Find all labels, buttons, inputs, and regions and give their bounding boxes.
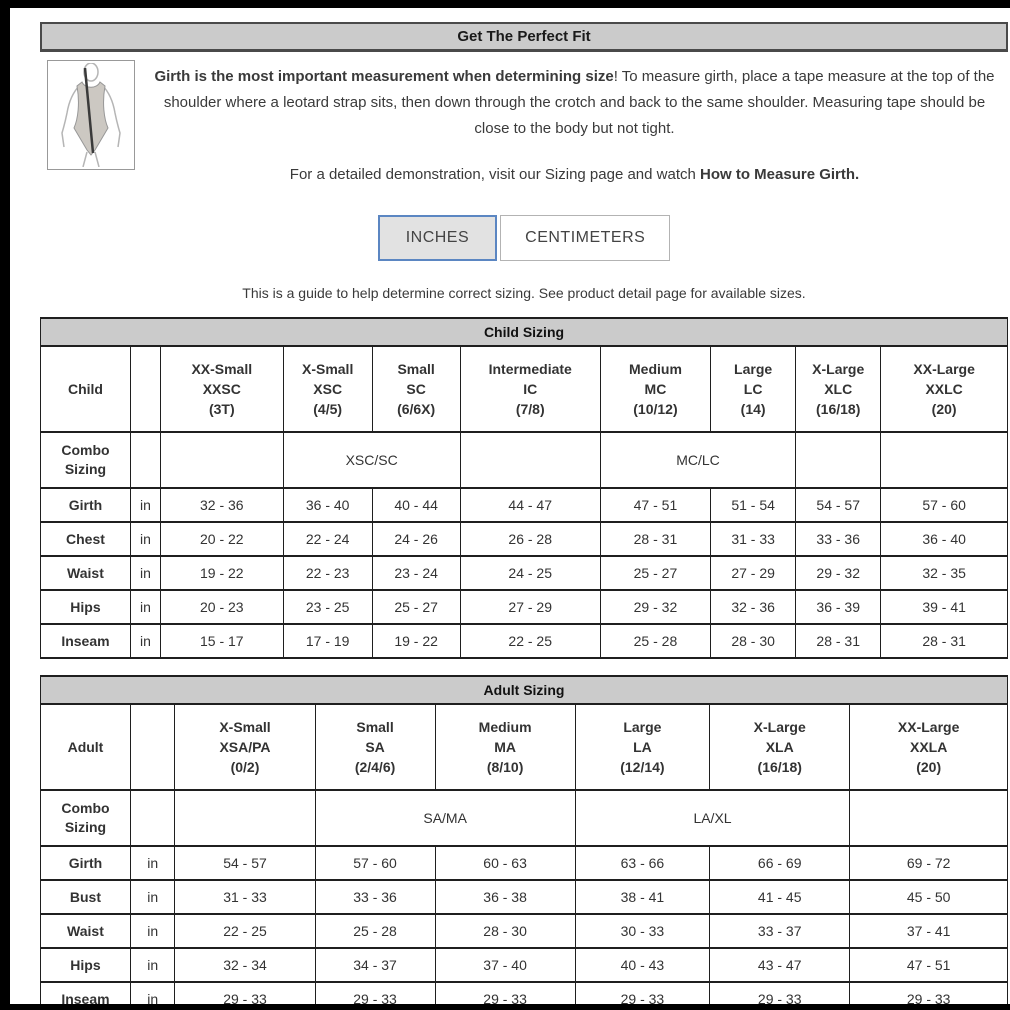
- size-code: XXSC: [202, 381, 241, 397]
- row-label: Inseam: [41, 982, 131, 1004]
- unit-cell: in: [130, 846, 174, 880]
- size-name: X-Large: [812, 361, 865, 377]
- sizing-guide-note: This is a guide to help determine correct sizing. See product detail page for available sizes.: [242, 285, 806, 301]
- size-cell: 41 - 45: [710, 880, 850, 914]
- size-cell: 36 - 39: [796, 590, 881, 624]
- size-range: (12/14): [620, 759, 665, 775]
- row-label: Inseam: [41, 624, 131, 658]
- size-cell: 36 - 40: [881, 522, 1008, 556]
- size-name: Small: [397, 361, 435, 377]
- size-cell: 47 - 51: [600, 488, 710, 522]
- column-header-xsc: [283, 346, 372, 432]
- size-cell: 22 - 25: [175, 914, 315, 948]
- unit-cell: in: [130, 624, 160, 658]
- empty-cell: [130, 790, 174, 846]
- empty-cell: [796, 432, 881, 488]
- column-header-sc: [372, 346, 460, 432]
- size-cell: 22 - 24: [283, 522, 372, 556]
- size-name: Large: [623, 719, 662, 735]
- size-cell: 28 - 30: [711, 624, 796, 658]
- content: [10, 8, 1010, 1004]
- size-cell: 60 - 63: [435, 846, 575, 880]
- size-cell: 40 - 43: [575, 948, 709, 982]
- size-range: (4/5): [313, 401, 343, 417]
- unit-header-cell: [130, 346, 160, 432]
- size-cell: 17 - 19: [283, 624, 372, 658]
- column-header-xxsc: [160, 346, 283, 432]
- size-code: XXLC: [925, 381, 963, 397]
- size-cell: 29 - 33: [175, 982, 315, 1004]
- fit-title-bar: Get The Perfect Fit: [40, 22, 1008, 52]
- adult-header-row: [41, 704, 1008, 790]
- size-cell: 32 - 36: [160, 488, 283, 522]
- centimeters-button[interactable]: CENTIMETERS: [500, 215, 670, 261]
- unit-cell: in: [130, 948, 174, 982]
- size-code: MA: [494, 739, 516, 755]
- size-range: (16/18): [816, 401, 861, 417]
- empty-cell: [175, 790, 315, 846]
- size-cell: 54 - 57: [175, 846, 315, 880]
- girth-instructions-bold: Girth is the most important measurement when determining size: [154, 68, 614, 85]
- size-cell: 36 - 38: [435, 880, 575, 914]
- column-header-la: [575, 704, 709, 790]
- combo-label: Combo Sizing: [41, 432, 131, 488]
- size-name: Intermediate: [488, 361, 572, 377]
- size-cell: 23 - 24: [372, 556, 460, 590]
- size-cell: 24 - 26: [372, 522, 460, 556]
- column-header-lc: [711, 346, 796, 432]
- unit-cell: in: [130, 522, 160, 556]
- size-cell: 33 - 37: [710, 914, 850, 948]
- size-code: XXLA: [909, 739, 948, 755]
- unit-header-cell: [130, 704, 174, 790]
- size-cell: 29 - 33: [315, 982, 435, 1004]
- column-header-xxlc: [881, 346, 1008, 432]
- row-label: Hips: [41, 590, 131, 624]
- size-cell: 69 - 72: [850, 846, 1008, 880]
- size-cell: 27 - 29: [711, 556, 796, 590]
- combo-label: Combo Sizing: [41, 790, 131, 846]
- size-range: (16/18): [757, 759, 802, 775]
- size-cell: 20 - 23: [160, 590, 283, 624]
- size-name: XX-Large: [913, 361, 975, 377]
- table-row-inseam: [41, 982, 1008, 1004]
- size-cell: 31 - 33: [175, 880, 315, 914]
- size-cell: 51 - 54: [711, 488, 796, 522]
- table-row-hips: [41, 948, 1008, 982]
- inches-button[interactable]: INCHES: [378, 215, 497, 261]
- size-range: (10/12): [633, 401, 678, 417]
- size-cell: 27 - 29: [460, 590, 600, 624]
- size-cell: 54 - 57: [796, 488, 881, 522]
- size-code: XSC: [313, 381, 343, 397]
- girth-instructions-rest: ! To measure girth, place a tape measure at the top of the shoulder where a leotard strap sits, then down through the crotch and back to the same shoulder. Measuring tape should be close to the body but not tight.: [163, 68, 995, 137]
- column-header-xsa: [175, 704, 315, 790]
- adult-sizing-table: [40, 675, 1008, 1004]
- size-cell: 45 - 50: [850, 880, 1008, 914]
- table-title-row: [41, 318, 1008, 346]
- size-code: LC: [743, 381, 763, 397]
- empty-cell: [130, 432, 160, 488]
- child-sizing-table: [40, 317, 1008, 659]
- size-cell: 25 - 27: [600, 556, 710, 590]
- size-cell: 29 - 33: [710, 982, 850, 1004]
- row-label: Girth: [41, 488, 131, 522]
- size-cell: 32 - 35: [881, 556, 1008, 590]
- empty-cell: [881, 432, 1008, 488]
- size-cell: 28 - 30: [435, 914, 575, 948]
- table-row-waist: [41, 914, 1008, 948]
- table-row-hips: [41, 590, 1008, 624]
- size-name: Medium: [478, 719, 532, 735]
- column-header-mc: [600, 346, 710, 432]
- size-range: (3T): [208, 401, 235, 417]
- size-name: XX-Large: [897, 719, 960, 735]
- size-name: Medium: [629, 361, 682, 377]
- size-range: (20): [916, 759, 942, 775]
- size-cell: 29 - 33: [435, 982, 575, 1004]
- size-cell: 20 - 22: [160, 522, 283, 556]
- size-cell: 39 - 41: [881, 590, 1008, 624]
- unit-cell: in: [130, 590, 160, 624]
- table-row-inseam: [41, 624, 1008, 658]
- intro-section: [40, 60, 1008, 183]
- size-code: SA: [365, 739, 385, 755]
- size-code: XLC: [824, 381, 853, 397]
- row-label: Waist: [41, 556, 131, 590]
- size-cell: 24 - 25: [460, 556, 600, 590]
- combo-span-cell: MC/LC: [600, 432, 795, 488]
- size-range: (6/6X): [397, 401, 436, 417]
- demo-line: [145, 166, 1004, 183]
- table-row-chest: [41, 522, 1008, 556]
- column-header-xlc: [796, 346, 881, 432]
- adult-corner-cell: Adult: [41, 704, 131, 790]
- size-range: (7/8): [515, 401, 545, 417]
- size-cell: 19 - 22: [160, 556, 283, 590]
- size-cell: 34 - 37: [315, 948, 435, 982]
- size-range: (0/2): [230, 759, 260, 775]
- size-cell: 25 - 28: [315, 914, 435, 948]
- table-row-waist: [41, 556, 1008, 590]
- size-cell: 33 - 36: [796, 522, 881, 556]
- size-cell: 26 - 28: [460, 522, 600, 556]
- size-range: (8/10): [486, 759, 524, 775]
- size-cell: 66 - 69: [710, 846, 850, 880]
- adult-table-title: Adult Sizing: [41, 676, 1008, 704]
- size-cell: 29 - 33: [575, 982, 709, 1004]
- size-cell: 44 - 47: [460, 488, 600, 522]
- size-code: IC: [523, 381, 538, 397]
- empty-cell: [460, 432, 600, 488]
- empty-cell: [160, 432, 283, 488]
- unit-cell: in: [130, 880, 174, 914]
- size-name: X-Small: [219, 719, 271, 735]
- size-cell: 47 - 51: [850, 948, 1008, 982]
- column-header-ic: [460, 346, 600, 432]
- unit-cell: in: [130, 914, 174, 948]
- page: [10, 8, 1010, 1004]
- size-code: SC: [406, 381, 426, 397]
- size-cell: 37 - 40: [435, 948, 575, 982]
- size-cell: 57 - 60: [315, 846, 435, 880]
- combo-span-cell: XSC/SC: [283, 432, 460, 488]
- row-label: Waist: [41, 914, 131, 948]
- size-cell: 36 - 40: [283, 488, 372, 522]
- child-corner-cell: Child: [41, 346, 131, 432]
- row-label: Hips: [41, 948, 131, 982]
- row-label: Bust: [41, 880, 131, 914]
- child-table-title: Child Sizing: [41, 318, 1008, 346]
- leotard-diagram-image: [47, 60, 135, 170]
- adult-combo-row: [41, 790, 1008, 846]
- size-name: XX-Small: [191, 361, 253, 377]
- size-cell: 22 - 25: [460, 624, 600, 658]
- unit-cell: in: [130, 488, 160, 522]
- size-cell: 28 - 31: [600, 522, 710, 556]
- table-row-bust: [41, 880, 1008, 914]
- size-cell: 28 - 31: [796, 624, 881, 658]
- size-name: X-Large: [753, 719, 806, 735]
- column-header-ma: [435, 704, 575, 790]
- size-cell: 29 - 32: [600, 590, 710, 624]
- table-row-girth: [41, 488, 1008, 522]
- unit-cell: in: [130, 982, 174, 1004]
- size-cell: 43 - 47: [710, 948, 850, 982]
- size-cell: 15 - 17: [160, 624, 283, 658]
- demo-bold: How to Measure Girth.: [700, 166, 860, 183]
- size-cell: 32 - 36: [711, 590, 796, 624]
- demo-prefix: For a detailed demonstration, visit our Sizing page and watch: [289, 166, 696, 183]
- size-cell: 25 - 27: [372, 590, 460, 624]
- size-cell: 32 - 34: [175, 948, 315, 982]
- combo-span-cell: SA/MA: [315, 790, 575, 846]
- child-header-row: [41, 346, 1008, 432]
- size-name: Large: [734, 361, 773, 377]
- size-cell: 29 - 32: [796, 556, 881, 590]
- size-cell: 63 - 66: [575, 846, 709, 880]
- unit-cell: in: [130, 556, 160, 590]
- size-cell: 38 - 41: [575, 880, 709, 914]
- girth-instructions: [145, 64, 1004, 142]
- row-label: Chest: [41, 522, 131, 556]
- size-cell: 40 - 44: [372, 488, 460, 522]
- row-label: Girth: [41, 846, 131, 880]
- unit-toggle: [40, 215, 1008, 261]
- size-code: MC: [644, 381, 667, 397]
- column-header-xla: [710, 704, 850, 790]
- size-cell: 23 - 25: [283, 590, 372, 624]
- size-name: Small: [356, 719, 394, 735]
- size-name: X-Small: [301, 361, 354, 377]
- size-range: (14): [740, 401, 766, 417]
- size-cell: 30 - 33: [575, 914, 709, 948]
- column-header-xxla: [850, 704, 1008, 790]
- size-cell: 22 - 23: [283, 556, 372, 590]
- size-cell: 25 - 28: [600, 624, 710, 658]
- empty-cell: [850, 790, 1008, 846]
- size-cell: 37 - 41: [850, 914, 1008, 948]
- column-header-sa: [315, 704, 435, 790]
- table-title-row: [41, 676, 1008, 704]
- size-cell: 31 - 33: [711, 522, 796, 556]
- size-cell: 28 - 31: [881, 624, 1008, 658]
- size-code: LA: [633, 739, 652, 755]
- size-cell: 33 - 36: [315, 880, 435, 914]
- size-cell: 19 - 22: [372, 624, 460, 658]
- size-code: XLA: [765, 739, 794, 755]
- combo-span-cell: LA/XL: [575, 790, 850, 846]
- size-cell: 57 - 60: [881, 488, 1008, 522]
- table-row-girth: [41, 846, 1008, 880]
- size-range: (20): [931, 401, 957, 417]
- leotard-girth-icon: [51, 63, 131, 167]
- child-combo-row: [41, 432, 1008, 488]
- size-code: XSA/PA: [219, 739, 271, 755]
- intro-text-column: [135, 60, 1008, 183]
- size-cell: 29 - 33: [850, 982, 1008, 1004]
- size-range: (2/4/6): [354, 759, 396, 775]
